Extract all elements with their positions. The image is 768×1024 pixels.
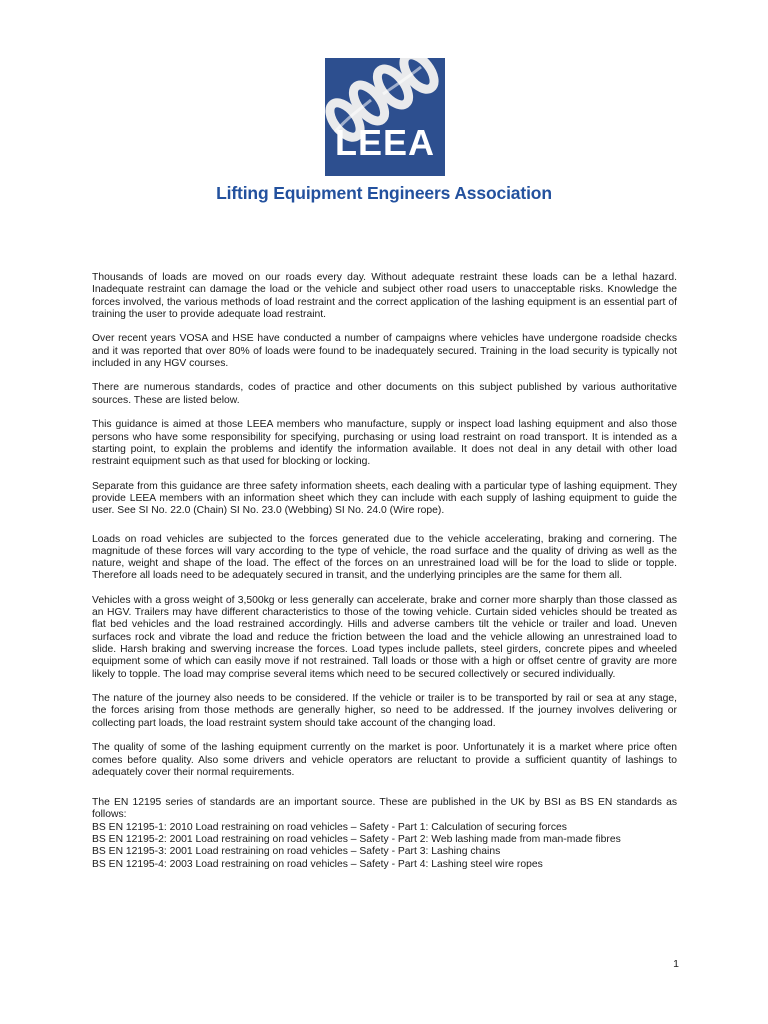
logo-wordmark: LEEA <box>334 122 436 163</box>
leea-logo-svg <box>325 58 445 176</box>
paragraph: Vehicles with a gross weight of 3,500kg or less generally can accelerate, brake and corner more sharply than those classed as an HGV. Trailers may have different characteristics to those of the towing vehicle. Curtain sided vehicles should be treated as flat bed vehicles and the load restrained accordingly. Hills and adverse cambers tilt the vehicle or trailer and load. Uneven surfaces rock and vibrate the load and reduce the friction between the load and the vehicle allowing an unrestrained load to slide. Harsh braking and swerving increase the forces. Load types include pallets, steel girders, concrete pipes and wheeled equipment some of which can easily move if not restrained. Tall loads or those with a high or offset centre of gravity are more likely to topple. The load may comprise several items which need to be secured collectively or secured individually. <box>92 594 677 680</box>
list-item: BS EN 12195-3: 2001 Load restraining on road vehicles – Safety - Part 3: Lashing chains <box>92 846 501 858</box>
list-item: BS EN 12195-1: 2010 Load restraining on road vehicles – Safety - Part 1: Calculation of securing forces <box>92 821 567 833</box>
standards-list <box>92 822 677 871</box>
paragraph: Loads on road vehicles are subjected to the forces generated due to the vehicle accelerating, braking and cornering. The magnitude of these forces will vary according to the type of vehicle, the road surface and the quality of driving as well as the nature, weight and shape of the load. The effect of the forces on an unrestrained load will be for the load to slide or topple. Therefore all loads need to be adequately secured in transit, and the underlying principles are the same for them all. <box>92 533 677 582</box>
organisation-tagline: Lifting Equipment Engineers Association <box>216 183 552 203</box>
paragraph: The nature of the journey also needs to be considered. If the vehicle or trailer is to be transported by rail or sea at any stage, the forces arising from those methods are generally higher, so need to be addressed. If the journey involves delivering or collecting part loads, the load restraint system should take account of the changing load. <box>92 693 677 729</box>
paragraph: This guidance is aimed at those LEEA members who manufacture, supply or inspect load lashing equipment and also those persons who have some responsibility for specifying, purchasing or using load restraint on road transport. It is intended as a starting point, to explain the problems and identify the information available. It does not deal in any detail with other load restraint equipment such as that used for blocking or locking. <box>92 419 677 468</box>
standards-intro: The EN 12195 series of standards are an important source. These are published in the UK by BSI as BS EN standards as follows: <box>92 797 677 821</box>
list-item: BS EN 12195-2: 2001 Load restraining on road vehicles – Safety - Part 2: Web lashing made from man-made fibres <box>92 834 621 845</box>
paragraph: Thousands of loads are moved on our roads every day. Without adequate restraint these loads can be a lethal hazard. Inadequate restraint can damage the load or the vehicle and subject other road users to unacceptable risks. Knowledge the forces involved, the various methods of load restraint and the correct application of the lashing equipment is an essential part of training the user to provide adequate load restraint. <box>92 272 677 320</box>
paragraph: There are numerous standards, codes of practice and other documents on this subject published by various authoritative sources. These are listed below. <box>92 382 677 406</box>
page-number: 1 <box>673 958 679 970</box>
leea-chain-logo <box>325 58 445 176</box>
paragraph: Separate from this guidance are three safety information sheets, each dealing with a particular type of lashing equipment. They provide LEEA members with an information sheet which they can include with each supply of lashing equipment to guide the user. See SI No. 22.0 (Chain) SI No. 23.0 (Webbing) SI No. 24.0 (Wire rope). <box>92 480 677 517</box>
standards-section <box>92 797 677 871</box>
list-item: BS EN 12195-4: 2003 Load restraining on road vehicles – Safety - Part 4: Lashing steel wire ropes <box>92 858 543 870</box>
paragraph: Over recent years VOSA and HSE have conducted a number of campaigns where vehicles have undergone roadside checks and it was reported that over 80% of loads were found to be inadequately secured. Training in the load security is typically not included in any HGV courses. <box>92 333 677 369</box>
document-body <box>92 272 677 871</box>
paragraph: The quality of some of the lashing equipment currently on the market is poor. Unfortunately it is a market where price often comes before quality. Also some drivers and vehicle operators are reluctant to provide a sufficient quantity of lashings to adequately cover their normal requirements. <box>92 742 677 778</box>
